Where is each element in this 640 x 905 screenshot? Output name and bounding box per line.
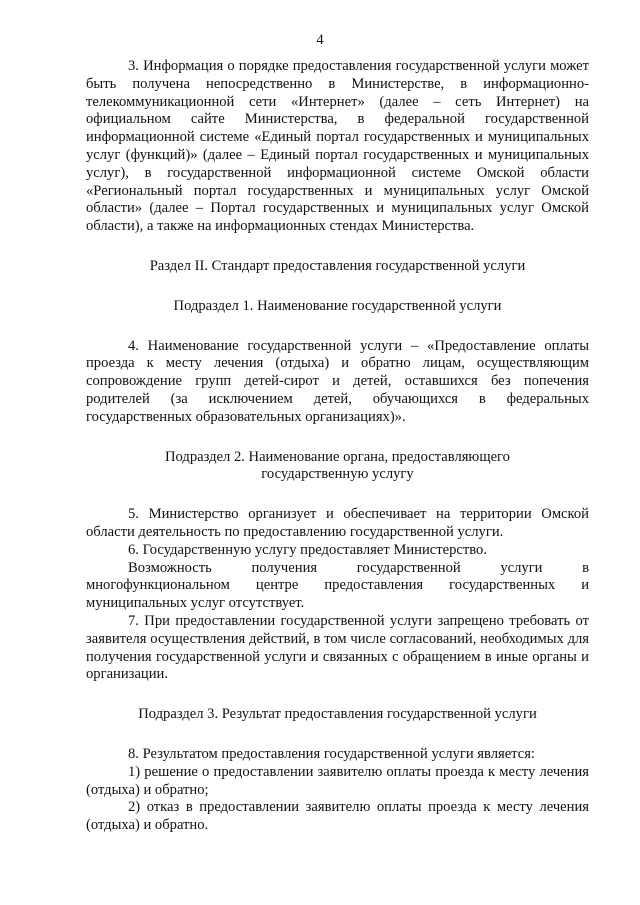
paragraph-6: 6. Государственную услугу предоставляет Министерство. bbox=[128, 541, 487, 558]
document-body bbox=[86, 58, 589, 835]
paragraph-7: 7. При предоставлении государственной услуги запрещено требовать от заявителя осуществления действий, в том числе согласований, необходимых для получения государственной услуги и связанных с обращением в иные органы и организации. bbox=[86, 612, 589, 683]
subsection-1-heading: Подраздел 1. Наименование государственной услуги bbox=[173, 297, 502, 314]
subsection-3-heading: Подраздел 3. Результат предоставления государственной услуги bbox=[138, 706, 537, 723]
paragraph-6b: Возможность получения государственной услуги в многофункциональном центре предоставления государственных и муниципальных услуг отсутствует. bbox=[86, 559, 589, 612]
paragraph-4: 4. Наименование государственной услуги – «Предоставление оплаты проезда к месту лечения (отдыха) и обратно лицам, осуществляющим сопровождение групп детей-сирот и детей, оставшихся без попечения родителей (за исключением детей, обучающихся в федеральных государственных образовательных организациях)». bbox=[86, 337, 589, 425]
subsection-2-heading-line-1: Подраздел 2. Наименование органа, предоставляющего bbox=[165, 448, 510, 465]
paragraph-5: 5. Министерство организует и обеспечивает на территории Омской области деятельность по предоставлению государственной услуги. bbox=[86, 506, 589, 540]
page-number: 4 bbox=[316, 32, 324, 48]
subsection-2-heading-line-2: государственную услугу bbox=[261, 466, 414, 483]
paragraph-8-item-1: 1) решение о предоставлении заявителю оплаты проезда к месту лечения (отдыха) и обратно; bbox=[86, 763, 589, 798]
paragraph-3: 3. Информация о порядке предоставления государственной услуги может быть получена непосредственно в Министерстве, в информационно-телекоммуникационной сети «Интернет» (далее – сеть Интернет) на официальном сайте Министерства, в федеральной государственной информационной системе «Единый портал государственных и муниципальных услуг (функций)» (далее – Единый портал государственных и муниципальных услуг), в государственной информационной системе Омской области «Региональный портал государственных и муниципальных услуг Омской области» (далее – Портал государственных и муниципальных услуг Омской области), а также на информационных стендах Министерства. bbox=[86, 58, 589, 235]
paragraph-8-item-2: 2) отказ в предоставлении заявителю оплаты проезда к месту лечения (отдыха) и обратно. bbox=[86, 799, 589, 834]
section-2-heading: Раздел II. Стандарт предоставления государственной услуги bbox=[149, 257, 526, 274]
paragraph-8: 8. Результатом предоставления государственной услуги является: bbox=[128, 745, 535, 762]
